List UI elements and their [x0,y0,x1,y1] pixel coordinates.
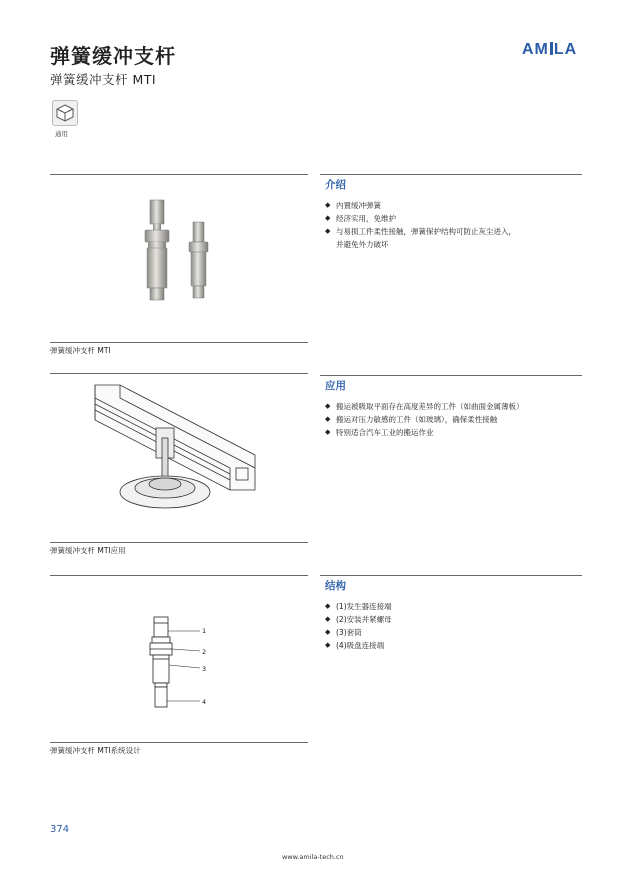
section-rule-left [50,373,308,374]
brand-logo-suffix: LA [553,41,578,58]
application-diagram [90,380,270,530]
list-item: ◆ (3)套筒 [325,626,392,639]
product-image [125,192,245,312]
brand-logo-prefix: AM [522,41,549,58]
structure-list [325,600,392,652]
footer-url[interactable]: www.amila-tech.cn [282,853,344,861]
cube-icon [52,100,78,126]
caption-rule [50,342,308,343]
section-heading-intro: 介绍 [325,179,346,191]
list-item: ◆ 内置缓冲弹簧 [325,199,516,212]
list-item: ◆ (4)吸盘连接端 [325,639,392,652]
callout-label: 3 [202,665,207,673]
section-rule-right [320,575,582,576]
caption-rule [50,742,308,743]
list-item: ◆ 经济实用，免维护 [325,212,516,225]
section-rule-right [320,375,582,376]
section-heading-structure: 结构 [325,580,346,592]
section-rule-left [50,575,308,576]
caption-rule [50,542,308,543]
figure-caption: 弹簧缓冲支杆 MTI应用 [50,546,126,555]
section-rule-left [50,174,308,175]
badge-label: 通用 [55,130,68,138]
list-item: ◆ (1)发生器连接端 [325,600,392,613]
figure-caption: 弹簧缓冲支杆 MTI [50,346,111,355]
callout-label: 1 [202,627,207,635]
application-list [325,400,524,439]
page-number: 374 [50,824,70,835]
list-item: ◆ (2)安装并紧螺母 [325,613,392,626]
intro-list [325,199,516,251]
brand-logo [522,41,577,59]
list-item: ◆ 特别适合汽车工业的搬运作业 [325,426,524,439]
list-item: 并避免外力破坏 [336,240,389,249]
structure-diagram [140,615,220,715]
page-subtitle: 弹簧缓冲支杆 MTI [50,72,157,87]
callout-label: 4 [202,698,207,706]
list-item: ◆ 搬运被吸取平面存在高度差异的工件（如曲面金属薄板） [325,400,524,413]
callout-label: 2 [202,648,207,656]
list-item: ◆ 搬运对压力敏感的工件（如玻璃），确保柔性接触 [325,413,524,426]
section-heading-application: 应用 [325,380,346,392]
brand-logo-mark [550,42,553,55]
section-rule-right [320,174,582,175]
figure-caption: 弹簧缓冲支杆 MTI系统设计 [50,746,141,755]
page-title: 弹簧缓冲支杆 [50,44,176,68]
list-item: ◆ 与易损工件柔性接触，弹簧保护结构可防止灰尘进入， [325,225,516,238]
